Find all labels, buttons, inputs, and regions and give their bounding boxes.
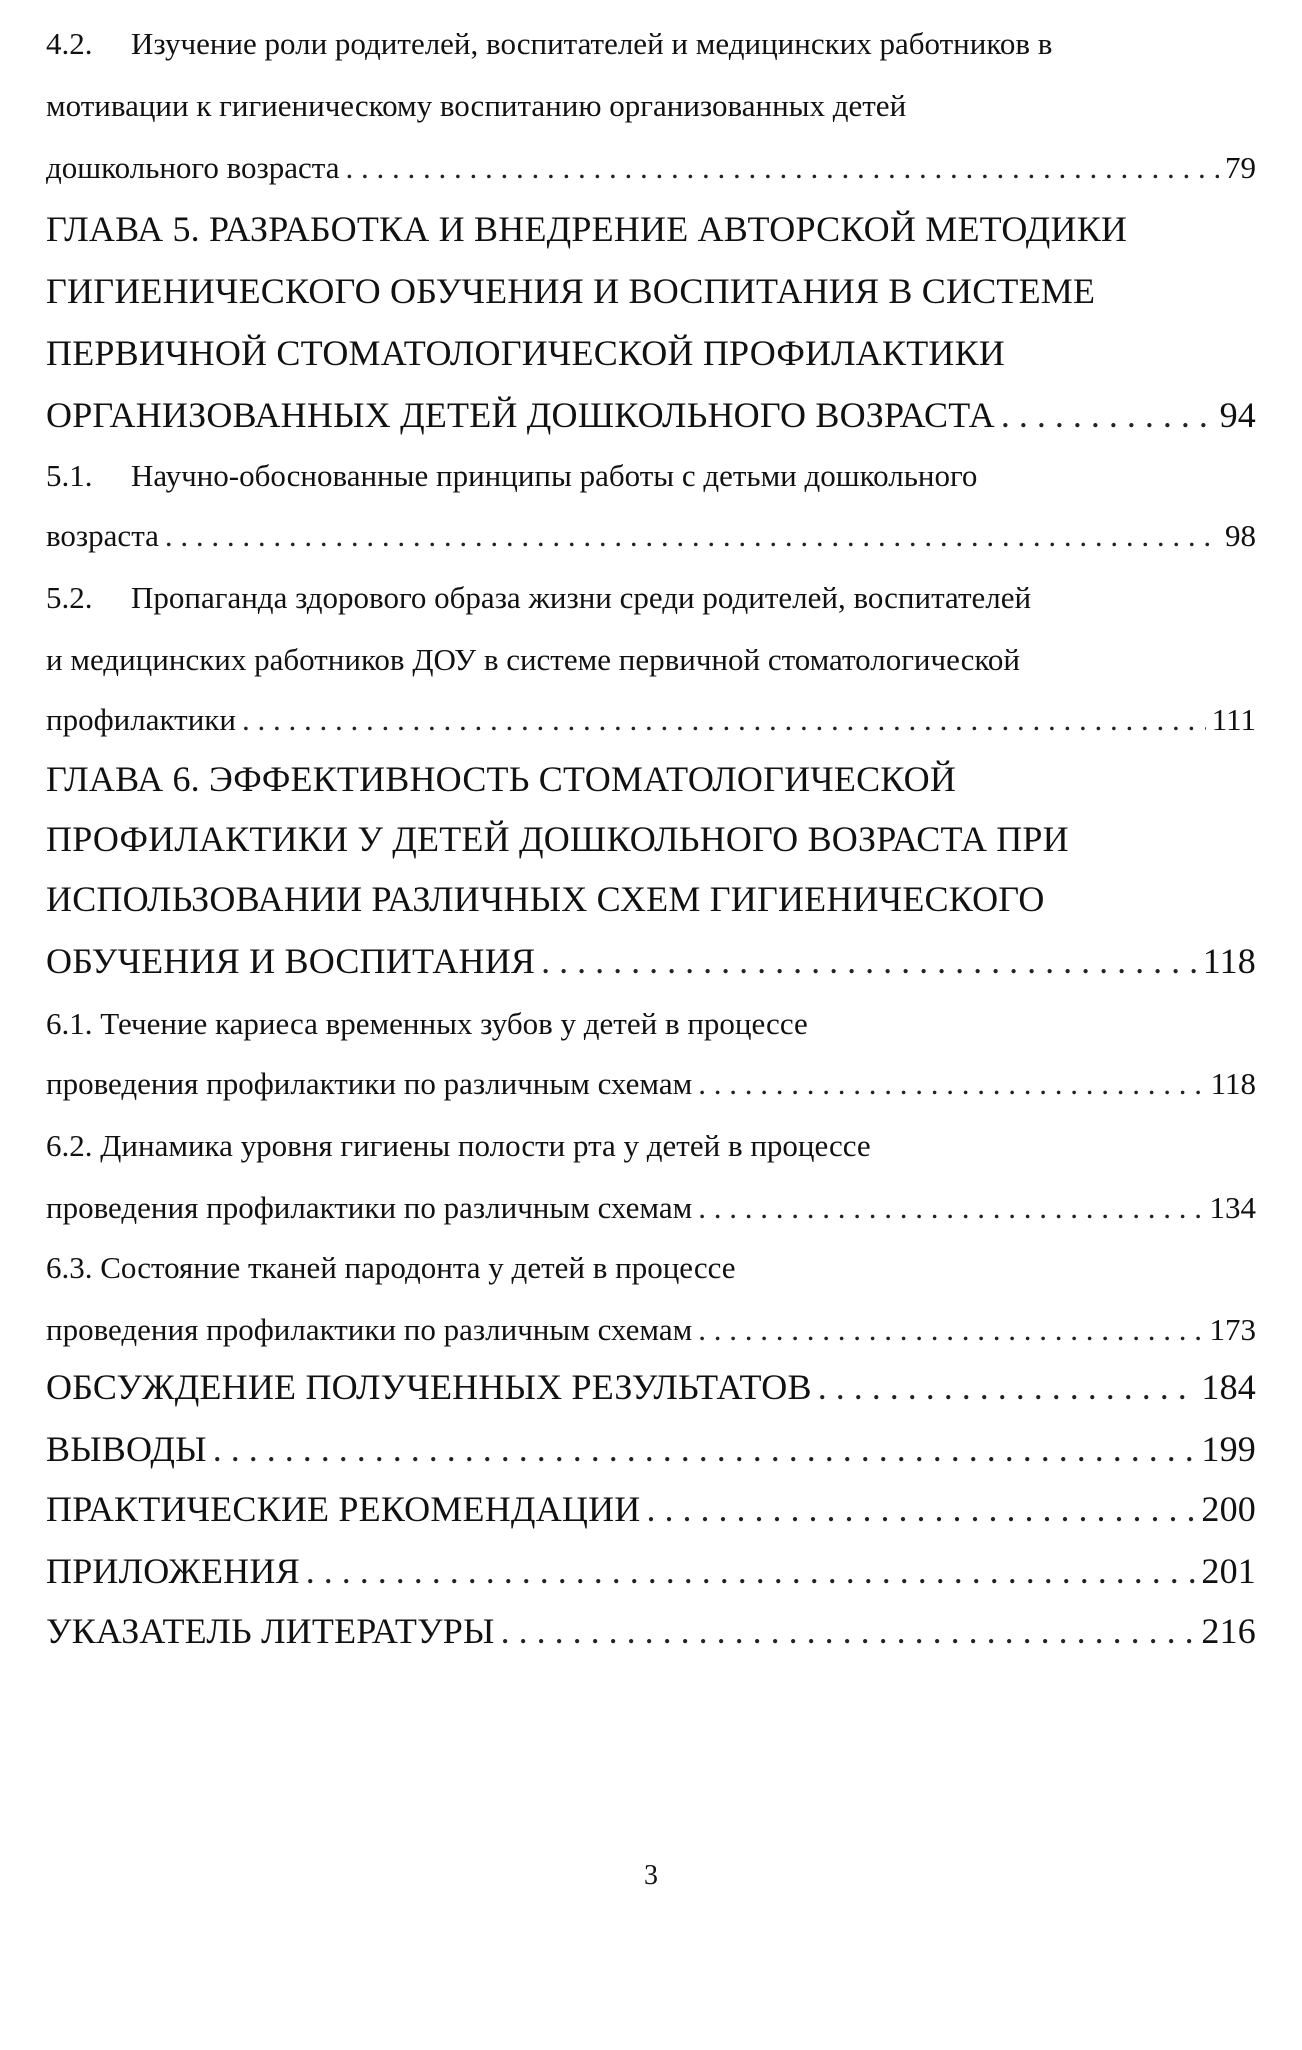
page-reference: 94 [1219,395,1256,435]
section-number: 4.2. [46,26,93,61]
toc-entry-6-3-line1 [46,1250,1256,1286]
toc-entry-6-1-line2 [46,1066,1256,1102]
chapter-title-cont: ИСПОЛЬЗОВАНИИ РАЗЛИЧНЫХ СХЕМ ГИГИЕНИЧЕСКОГО [46,879,1045,919]
toc-entry-4-2-line3 [46,150,1256,186]
toc-chapter-5-line4 [46,394,1256,436]
section-title-cont: проведения профилактики по различным схемам [46,1066,693,1101]
dot-leader [698,1190,1203,1226]
toc-chapter-6-line1 [46,758,1256,800]
toc-entry-5-2-line1 [46,580,1256,616]
page-reference: 199 [1201,1429,1256,1469]
section-number: 5.2. [46,580,93,615]
section-title-cont: и медицинских работников ДОУ в системе первичной стоматологической [46,642,1020,677]
chapter-title-cont: ОБУЧЕНИЯ И ВОСПИТАНИЯ [46,941,536,981]
entry-title: ПРИЛОЖЕНИЯ [46,1551,300,1591]
toc-entry-6-3-line2 [46,1312,1256,1348]
section-title: Изучение роли родителей, воспитателей и медицинских работников в [131,26,1053,61]
toc-entry-6-2-line1 [46,1128,1256,1164]
chapter-title-cont: ПРОФИЛАКТИКИ У ДЕТЕЙ ДОШКОЛЬНОГО ВОЗРАСТА ПРИ [46,819,1069,859]
dot-leader [242,702,1206,738]
section-title-cont: проведения профилактики по различным схемам [46,1312,693,1347]
toc-chapter-6-line4 [46,940,1256,982]
toc-entry-recommendations [46,1488,1256,1530]
toc-entry-5-2-line3 [46,702,1256,738]
page-reference: 201 [1201,1551,1256,1591]
toc-entry-5-1-line2 [46,518,1256,554]
page-reference: 216 [1201,1611,1256,1651]
page-reference: 200 [1201,1489,1256,1529]
chapter-title: ГЛАВА 5. РАЗРАБОТКА И ВНЕДРЕНИЕ АВТОРСКОЙ МЕТОДИКИ [46,209,1128,249]
toc-entry-5-2-line2 [46,642,1256,678]
toc-chapter-5-line2 [46,270,1256,312]
toc-entry-6-1-line1 [46,1006,1256,1042]
dot-leader [698,1066,1204,1102]
dot-leader [1001,394,1214,436]
toc-entry-4-2-line2 [46,88,1256,124]
entry-title: УКАЗАТЕЛЬ ЛИТЕРАТУРЫ [46,1611,495,1651]
section-title-cont: проведения профилактики по различным схемам [46,1190,693,1225]
toc-entry-conclusions [46,1428,1256,1470]
entry-title: ПРАКТИЧЕСКИЕ РЕКОМЕНДАЦИИ [46,1489,641,1529]
section-title-cont: мотивации к гигиеническому воспитанию организованных детей [46,88,907,123]
dot-leader [541,940,1197,982]
dot-leader [346,150,1220,186]
section-number: 5.1. [46,458,93,493]
chapter-title-cont: ГИГИЕНИЧЕСКОГО ОБУЧЕНИЯ И ВОСПИТАНИЯ В СИСТЕМЕ [46,271,1096,311]
page-reference: 118 [1202,941,1256,981]
dot-leader [646,1488,1195,1530]
dot-leader [698,1312,1203,1348]
entry-title: ОБСУЖДЕНИЕ ПОЛУЧЕННЫХ РЕЗУЛЬТАТОВ [46,1367,812,1407]
section-title: 6.1. Течение кариеса временных зубов у детей в процессе [46,1006,808,1041]
chapter-title-cont: ПЕРВИЧНОЙ СТОМАТОЛОГИЧЕСКОЙ ПРОФИЛАКТИКИ [46,333,1005,373]
toc-chapter-6-line2 [46,818,1256,860]
toc-entry-4-2-line1 [46,26,1256,62]
chapter-title-cont: ОРГАНИЗОВАННЫХ ДЕТЕЙ ДОШКОЛЬНОГО ВОЗРАСТА [46,395,995,435]
page-number: 3 [644,1860,658,1891]
toc-chapter-5-line1 [46,208,1256,250]
dot-leader [818,1366,1196,1408]
toc-entry-references [46,1610,1256,1652]
toc-chapter-5-line3 [46,332,1256,374]
section-title: Пропаганда здорового образа жизни среди родителей, воспитателей [131,580,1032,615]
section-title-cont: возраста [46,518,159,553]
dot-leader [213,1428,1196,1470]
chapter-title: ГЛАВА 6. ЭФФЕКТИВНОСТЬ СТОМАТОЛОГИЧЕСКОЙ [46,759,957,799]
section-title-cont: профилактики [46,702,236,737]
page-reference: 79 [1225,150,1256,185]
toc-entry-appendices [46,1550,1256,1592]
page-reference: 98 [1225,518,1256,553]
page-reference: 184 [1201,1367,1256,1407]
toc-entry-6-2-line2 [46,1190,1256,1226]
page-reference: 173 [1209,1312,1256,1347]
section-title: 6.3. Состояние тканей пародонта у детей в процессе [46,1250,736,1285]
dot-leader [165,518,1219,554]
page-reference: 134 [1209,1190,1256,1225]
page-reference: 118 [1210,1066,1256,1101]
entry-title: ВЫВОДЫ [46,1429,207,1469]
dot-leader [501,1610,1196,1652]
toc-chapter-6-line3 [46,878,1256,920]
toc-entry-discussion [46,1366,1256,1408]
section-title: 6.2. Динамика уровня гигиены полости рта у детей в процессе [46,1128,871,1163]
section-title: Научно-обоснованные принципы работы с детьми дошкольного [131,458,978,493]
section-title-cont: дошкольного возраста [46,150,340,185]
page-reference: 111 [1211,702,1256,737]
toc-entry-5-1-line1 [46,458,1256,494]
dot-leader [306,1550,1196,1592]
